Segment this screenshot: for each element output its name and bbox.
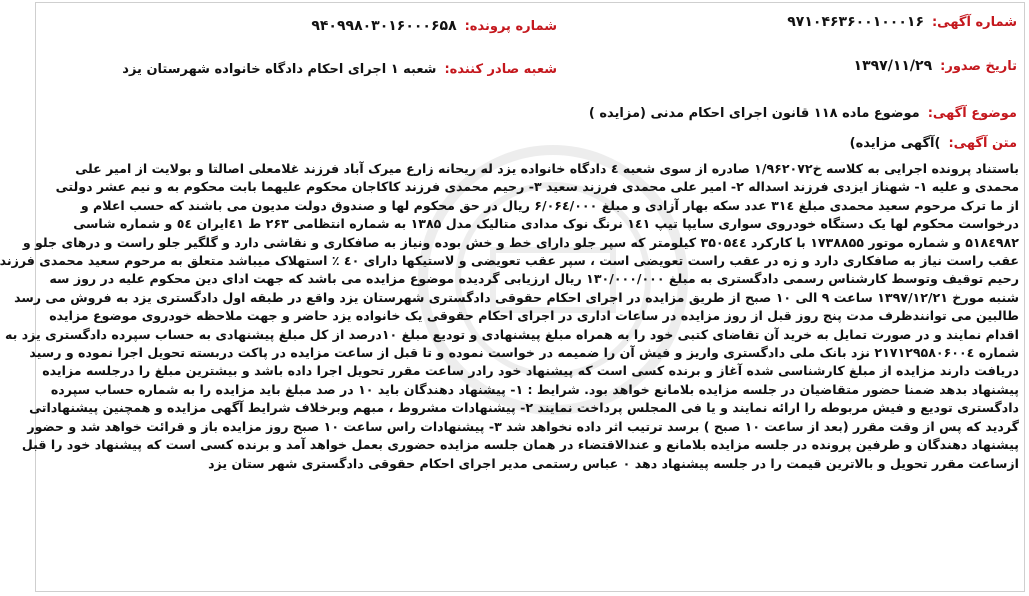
body-line: ۵۱۸٤۹۸۲ و شماره موتور ۱۷۳۸۸۵۵ با کارکرد ۳۵۰۵٤٤ کیلومتر که سپر جلو دارای خط و خش بوده ونیاز به صافکاری و نقاشی دارد و گلگیر جلو راست و درهای جلو و: [22, 234, 1019, 250]
case-number-row: [311, 18, 557, 34]
issue-date-label: تاریخ صدور:: [940, 59, 1017, 74]
body-line: شنبه مورخ ۱۳۹۷/۱۲/۲۱ ساعت ۹ الی ۱۰ صبح از طریق مزایده در اجرای احکام حقوقی دادگستری شهرستان یزد واقع در طبقه اول دادگستری یزد به فروش می رسد: [14, 289, 1019, 305]
body-line: اقدام نمایند و در صورت تمایل به خرید آن تقاضای کتبی خود را به همراه مبلغ پیشنهادی و تودیع مبلغ ۱۰درصد از کل مبلغ پیشنهادی به حساب سپرده دادگستری یزد به: [4, 326, 1019, 342]
text-value: )آگهی مزایده): [849, 136, 941, 151]
case-number-label: شماره پرونده:: [464, 19, 557, 34]
body-line: باستناد پرونده اجرایی به کلاسه خ۱/۹۶۲۰۷۲ صادره از سوی شعبه ٤ دادگاه خانواده یزد له ریحانه زارع میرک آباد فرزند غلامعلی اصالتا و بولایت از امیر علی: [75, 161, 1019, 176]
text-label: متن آگهی:: [948, 136, 1017, 151]
body-line: ازساعت مقرر تحویل و بالاترین قیمت را در جلسه پیشنهاد دهد ۰ عباس رستمی مدیر اجرای احکام حقوقی دادگستری شهر ستان یزد: [208, 455, 1019, 471]
body-line: از ما ترک مرحوم سعید محمدی مبلغ ۳۱٤ عدد سکه بهار آزادی و مبلغ ۶/۰۶٤/۰۰۰ ریال در حق محکوم لها و صندوق دولت مدیون می باشند که حسب اعلام و: [80, 197, 1019, 213]
body-line: دریافت دارند مزایده از مبلغ کارشناسی شده آغاز و برنده کسی است که پیشنهاد خود رادر ساعت مقرر تحویل اجرا داده باشد و بیشترین مبلغ را درجلسه مزایده: [42, 363, 1019, 379]
body-line: شماره ۲۱۷۱۲۹۵۸۰۶۰۰٤ نزد بانک ملی دادگستری واریز و فیش آن را ضمیمه در خواست نموده و تا قبل از ساعت مزایده در پاکت دربسته تحویل اجرا نموده و رسید: [29, 345, 1019, 361]
case-number-value: ۹۴۰۹۹۸۰۳۰۱۶۰۰۰۶۵۸: [311, 18, 457, 34]
notice-number-label: شماره آگهی:: [931, 15, 1017, 30]
subject-label: موضوع آگهی:: [927, 106, 1017, 121]
text-heading-row: [850, 136, 1017, 151]
subject-row: [589, 106, 1017, 121]
body-line: پیشنهاد بدهد ضمنا حضور متقاضیان در جلسه مزایده بلامانع خواهد بود. شرایط : ۱- پیشنهاد دهندگان باید ۱۰ در صد مبلغ باید مزایده را به شماره حساب سپرده: [50, 381, 1019, 397]
body-line: گردید که پس از وقت مقرر (بعد از ساعت ۱۰ صبح ) برسد ترتیب اثر داده نخواهد شد ۳- پیشنهادات راس ساعت ۱۰ صبح روز مزایده باز و قرائت خواهد شد و حضور: [27, 418, 1019, 434]
body-line: عقب راست نیاز به صافکاری دارد و زه در عقب راست تعویضی است ، سپر عقب تعویضی و لاستیکها دارای ٤۰ ٪ استهلاک میباشد متعلق به مرحوم سعید محمدی فرزند: [0, 253, 1019, 269]
body-line: پیشنهاد دهندگان و طرفین پرونده در جلسه مزایده بلامانع و عندالاقتضاء در همان جلسه مزایده حضوری بعمل خواهد آمد و برنده کسی است که پیشنهاد خود را قبل: [21, 437, 1019, 453]
body-line: دادگستری تودیع و فیش مربوطه را ارائه نمایند و یا فی المجلس پرداخت نمایند ۲- پیشنهادات مشروط ، مبهم وبرخلاف شرایط آگهی مزایده و همچنین پیشنهاداتی: [29, 400, 1019, 416]
issuing-branch-value: شعبه ۱ اجرای احکام دادگاه خانواده شهرستان یزد: [122, 62, 437, 77]
issue-date-row: [854, 58, 1017, 74]
body-line: محمدی و علیه ۱- شهناز ایزدی فرزند اسداله ۲- امیر علی محمدی فرزند سعید ۳- رحیم محمدی فرزند کاکاجان محکوم علیهما بابت محکوم به و نیم عشر دولتی: [55, 179, 1019, 195]
notice-number-value: ۹۷۱۰۴۶۳۶۰۰۱۰۰۰۱۶: [787, 14, 924, 30]
notice-body: [0, 160, 1019, 473]
body-line: درخواست محکوم لها یک دستگاه خودروی سواری سایپا تیپ ۱٤۱ نرنگ نوک مدادی متالیک مدل ۱۳۸۵ به شماره انتظامی ۲۶۳ ط ٤۱ایران ٥٤ و شماره شاسی: [73, 216, 1019, 232]
notice-number-row: [787, 14, 1017, 30]
body-line: طالبین می توانندظرف مدت پنج روز قبل از روز مزایده در ساعات اداری در اجرای احکام حقوقی یک خانواده یزد حاضر و جهت ملاحظه خودروی موضوع مزایده: [49, 308, 1019, 324]
issuing-branch-row: [122, 62, 557, 77]
subject-value: موضوع ماده ۱۱۸ قانون اجرای احکام مدنی (مزایده ): [588, 106, 920, 121]
issue-date-value: ۱۳۹۷/۱۱/۲۹: [853, 58, 933, 74]
issuing-branch-label: شعبه صادر کننده:: [444, 62, 557, 77]
body-line: رحیم توقیف وتوسط کارشناس رسمی دادگستری به مبلغ ۱۳۰/۰۰۰/۰۰۰ ریال ارزیابی گردیده موضوع مزایده می باشد که جهت ادای دین محکوم علیه در روز سه: [49, 271, 1019, 287]
